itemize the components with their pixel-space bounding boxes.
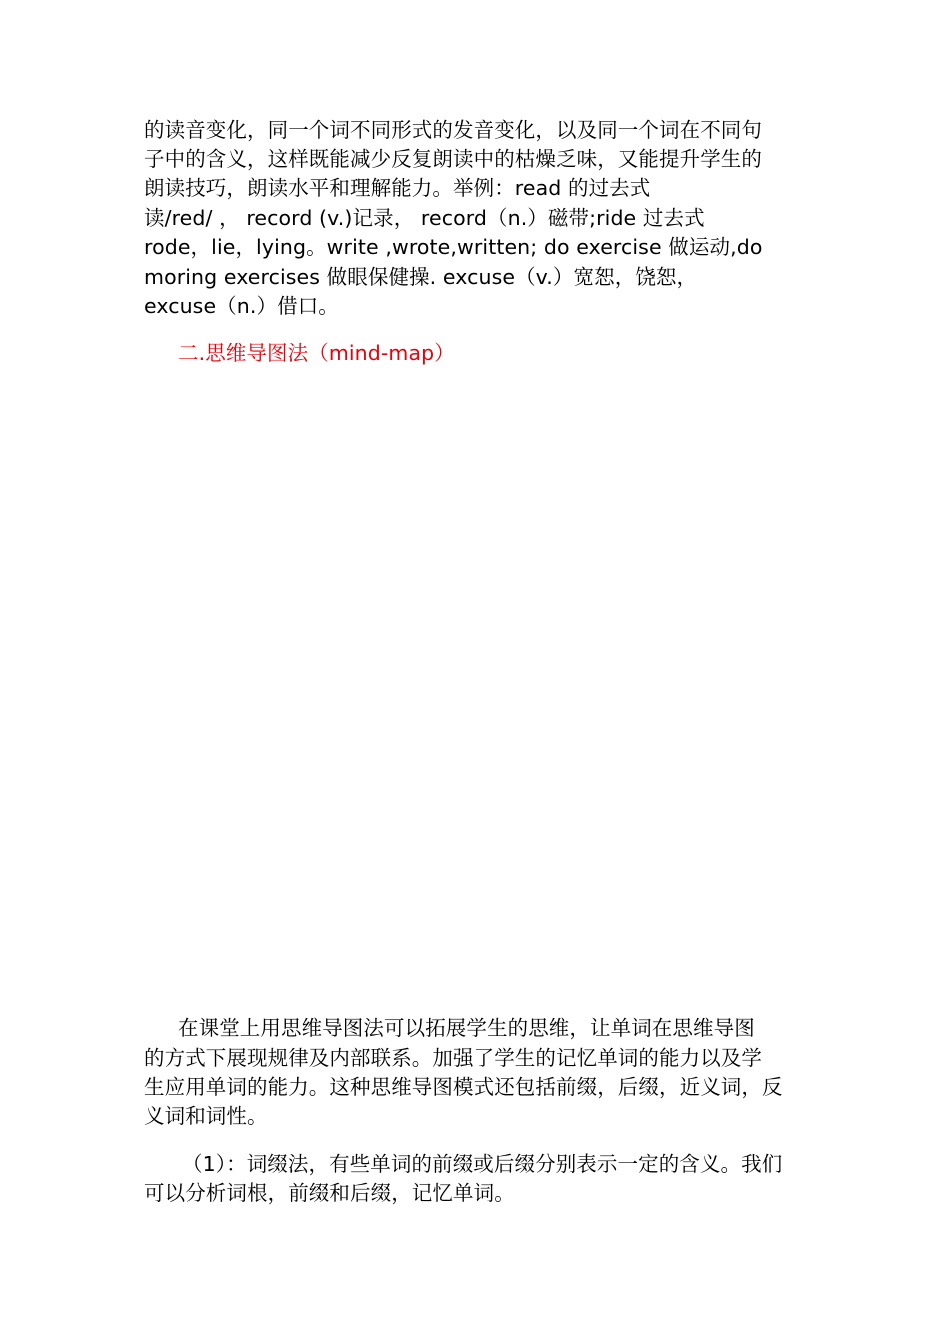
- paragraph2-line-3: 生应用单词的能力。这种思维导图模式还包括前缀，后缀，近义词，反: [144, 1075, 783, 1099]
- paragraph2-line-4: 义词和词性。: [144, 1104, 268, 1128]
- paragraph1-line-5: rode，lie，lying。write ,wrote,written; do exercise 做运动,do: [144, 235, 763, 259]
- paragraph3-line-2: 可以分析词根，前缀和后缀，记忆单词。: [144, 1181, 515, 1205]
- paragraph2-line-1: 在课堂上用思维导图法可以拓展学生的思维，让单词在思维导图: [178, 1016, 755, 1040]
- paragraph3-line-1: （1）：词缀法，有些单词的前缀或后缀分别表示一定的含义。我们: [182, 1152, 783, 1176]
- mind-map-figure-area: [144, 380, 808, 1000]
- paragraph1-line-1: 的读音变化，同一个词不同形式的发音变化，以及同一个词在不同句: [144, 118, 762, 142]
- paragraph1-line-4: 读/red/ ， record (v.)记录， record（n.）磁带;ride 过去式: [144, 206, 705, 230]
- section-heading: 二.思维导图法（mind-map）: [178, 341, 455, 365]
- paragraph1-line-6: moring exercises 做眼保健操. excuse（v.）宽恕，饶恕，: [144, 265, 698, 289]
- paragraph1-line-2: 子中的含义，这样既能减少反复朗读中的枯燥乏味，又能提升学生的: [144, 147, 762, 171]
- paragraph1-line-7: excuse（n.）借口。: [144, 294, 339, 318]
- paragraph1-line-3: 朗读技巧，朗读水平和理解能力。举例：read 的过去式: [144, 176, 651, 200]
- paragraph2-line-2: 的方式下展现规律及内部联系。加强了学生的记忆单词的能力以及学: [144, 1046, 762, 1070]
